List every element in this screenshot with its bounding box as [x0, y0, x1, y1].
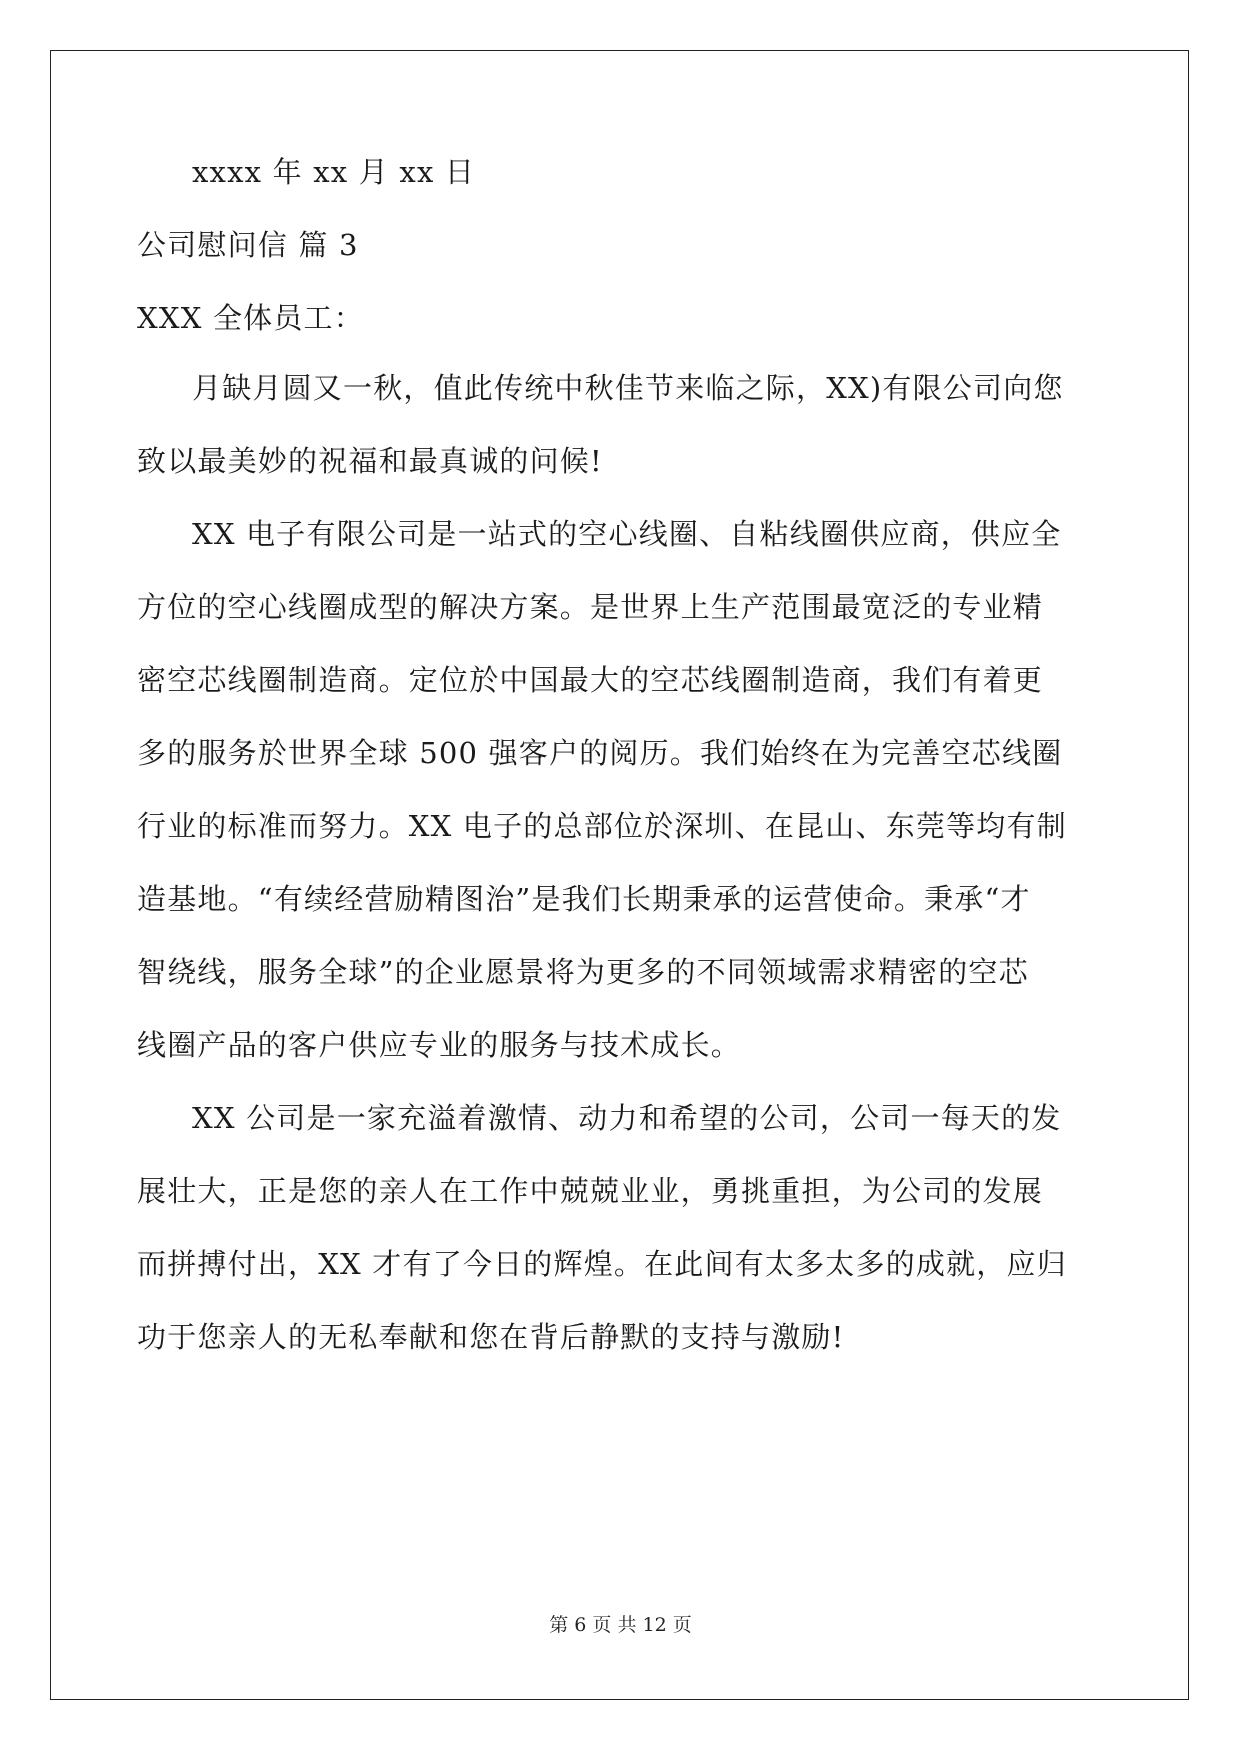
paragraph-2-line-2: 方位的空心线圈成型的解决方案。是世界上生产范围最宽泛的专业精	[137, 590, 1044, 624]
salutation: XXX 全体员工：	[137, 301, 364, 335]
letter-heading: 公司慰问信 篇 3	[137, 228, 359, 262]
paragraph-2-line-1: XX 电子有限公司是一站式的空心线圈、自粘线圈供应商，供应全	[192, 517, 1062, 551]
paragraph-2-line-5: 行业的标准而努力。XX 电子的总部位於深圳、在昆山、东莞等均有制	[137, 809, 1067, 843]
paragraph-2-line-8: 线圈产品的客户供应专业的服务与技术成长。	[137, 1028, 742, 1062]
paragraph-3-line-1: XX 公司是一家充溢着激情、动力和希望的公司，公司一每天的发	[192, 1101, 1062, 1135]
paragraph-1-line-1: 月缺月圆又一秋，值此传统中秋佳节来临之际，XX)有限公司向您	[192, 371, 1064, 405]
paragraph-2-line-3: 密空芯线圈制造商。定位於中国最大的空芯线圈制造商，我们有着更	[137, 663, 1044, 697]
paragraph-2-line-6: 造基地。“有续经营励精图治”是我们长期秉承的运营使命。秉承“才	[137, 882, 1031, 916]
paragraph-3-line-2: 展壮大，正是您的亲人在工作中兢兢业业，勇挑重担，为公司的发展	[137, 1174, 1044, 1208]
paragraph-1-line-2: 致以最美妙的祝福和最真诚的问候!	[137, 444, 603, 478]
date-line: xxxx 年 xx 月 xx 日	[192, 155, 476, 189]
paragraph-2-line-4: 多的服务於世界全球 500 强客户的阅历。我们始终在为完善空芯线圈	[137, 736, 1063, 770]
paragraph-3-line-3: 而拼搏付出，XX 才有了今日的辉煌。在此间有太多太多的成就，应归	[137, 1247, 1067, 1281]
page-number-footer: 第 6 页 共 12 页	[549, 1614, 692, 1636]
paragraph-3-line-4: 功于您亲人的无私奉献和您在背后静默的支持与激励!	[137, 1320, 845, 1354]
paragraph-2-line-7: 智绕线，服务全球”的企业愿景将为更多的不同领域需求精密的空芯	[137, 955, 1029, 989]
